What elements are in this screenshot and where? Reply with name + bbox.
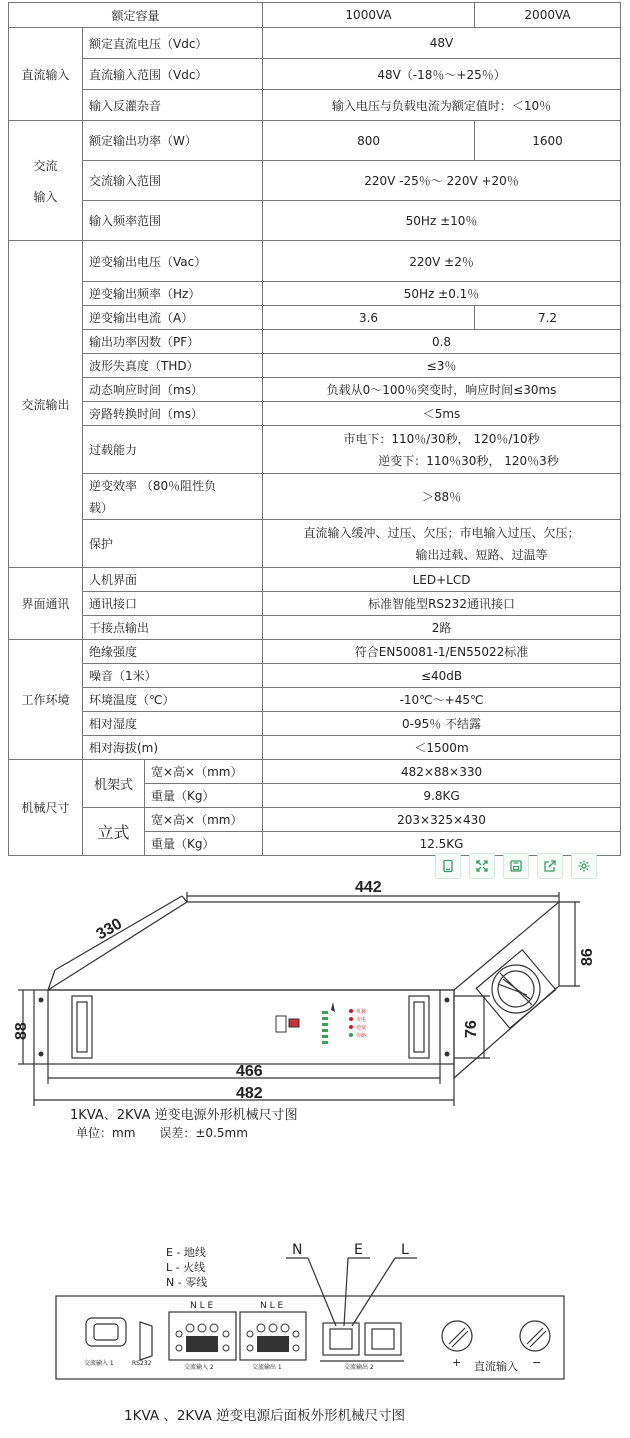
row-value: 220V ±2％: [263, 241, 621, 282]
comm-group: 界面通讯: [9, 568, 83, 640]
label-rs232: RS232: [132, 1360, 152, 1367]
table-row: [9, 664, 621, 688]
dim-height-side: 86: [579, 948, 596, 966]
row-value: 48V: [263, 28, 621, 59]
label-dc-input: 直流输入: [474, 1360, 518, 1373]
row-label: 绝缘强度: [83, 640, 263, 664]
row-label: 过载能力: [83, 426, 263, 474]
terminal-letters: N L E: [190, 1301, 214, 1311]
table-row: [9, 592, 621, 616]
row-value: LED+LCD: [263, 568, 621, 592]
dim-width-top: 442: [355, 879, 382, 896]
callout-n: N: [292, 1242, 303, 1258]
row-value: 48V（-18％～+25％）: [263, 59, 621, 90]
overload-line-2: 逆变下：110％30秒， 120％3秒: [378, 453, 559, 468]
row-value: 7.2: [475, 306, 621, 330]
table-row: [9, 330, 621, 354]
table-row: [9, 640, 621, 664]
iec-inlet: [86, 1318, 126, 1346]
share-icon[interactable]: [537, 853, 563, 879]
left-handle: [72, 996, 92, 1058]
table-row: [9, 201, 621, 241]
table-row: [9, 241, 621, 282]
label-ac-out2: 交流输出 2: [344, 1364, 374, 1371]
table-row: [9, 688, 621, 712]
row-label: 干接点输出: [83, 616, 263, 640]
dim-width-outer: 482: [236, 1085, 263, 1102]
row-value: [263, 426, 621, 474]
right-handle: [409, 996, 429, 1058]
row-value: 50Hz ±0.1％: [263, 282, 621, 306]
row-label: 相对海拔(m): [83, 736, 263, 760]
legend-live: L - 火线: [166, 1261, 206, 1274]
table-row: [9, 378, 621, 402]
group-line: 输入: [33, 189, 58, 204]
label-ac-in2: 交流输入 2: [184, 1364, 214, 1371]
table-row: [9, 306, 621, 330]
callout-l: L: [401, 1242, 409, 1258]
callout-e: E: [354, 1242, 363, 1258]
row-value: 输入电压与负载电流为额定值时：＜10％: [263, 90, 621, 121]
row-label: 宽×高×（mm）: [145, 808, 263, 832]
row-label: 输入反灌杂音: [83, 90, 263, 121]
legend-earth: E - 地线: [166, 1246, 206, 1259]
table-row: [9, 568, 621, 592]
row-label: 通讯接口: [83, 592, 263, 616]
spec-table: [8, 2, 621, 856]
row-value: 标准智能型RS232通讯接口: [263, 592, 621, 616]
table-row: [9, 121, 621, 161]
row-label: 动态响应时间（ms）: [83, 378, 263, 402]
row-label: 噪音（1米）: [83, 664, 263, 688]
label-line: 载）: [89, 500, 114, 515]
table-row: [9, 736, 621, 760]
table-row: [9, 808, 621, 832]
row-label: 额定直流电压（Vdc）: [83, 28, 263, 59]
dim-height-front: 88: [13, 1022, 30, 1040]
row-label: 逆变输出电流（A）: [83, 306, 263, 330]
power-switch: [276, 1016, 299, 1032]
protect-line-1: 直流输入缓冲、过压、欠压；市电输入过压、欠压；: [303, 525, 580, 540]
row-label: 逆变输出频率（Hz）: [83, 282, 263, 306]
row-value: 482×88×330: [263, 760, 621, 784]
front-caption: 1KVA、2KVA 逆变电源外形机械尺寸图: [70, 1108, 298, 1123]
row-label: 人机界面: [83, 568, 263, 592]
label-ac-out1: 交流输出 1: [252, 1364, 282, 1371]
table-row: [9, 354, 621, 378]
label-ac-in1: 交流输入 1: [84, 1360, 114, 1367]
ac-output-socket-2: [365, 1323, 401, 1355]
dim-depth: 330: [93, 915, 126, 944]
rated-capacity-label: 额定容量: [9, 3, 263, 28]
tower-label: 立式: [83, 808, 145, 856]
front-view-drawing: [0, 878, 630, 1118]
mech-group: 机械尺寸: [9, 760, 83, 856]
row-value: -10℃～+45℃: [263, 688, 621, 712]
terminal-letters: N L E: [260, 1301, 284, 1311]
legend-neutral: N - 零线: [166, 1276, 208, 1289]
dim-width-inner: 466: [236, 1063, 263, 1080]
row-label: 额定输出功率（W）: [83, 121, 263, 161]
row-value: 203×325×430: [263, 808, 621, 832]
capacity-1000va: 1000VA: [263, 3, 475, 28]
row-label: 重量（Kg）: [145, 832, 263, 856]
table-row: [9, 28, 621, 59]
table-row: [9, 402, 621, 426]
capacity-2000va: 2000VA: [475, 3, 621, 28]
row-value: ≤3％: [263, 354, 621, 378]
protect-line-2: 输出过载、短路、过温等: [415, 547, 548, 562]
row-value: 220V -25％～ 220V +20％: [263, 161, 621, 201]
row-label: 旁路转换时间（ms）: [83, 402, 263, 426]
row-label: 重量（Kg）: [145, 784, 263, 808]
label-line: 逆变效率 （80％阻性负: [89, 478, 217, 493]
table-row: [9, 712, 621, 736]
row-value: 0-95％ 不结露: [263, 712, 621, 736]
table-row: [9, 282, 621, 306]
cabinet-top-face: [48, 902, 559, 990]
led-bar-indicator: [322, 1011, 328, 1044]
table-row: [9, 760, 621, 784]
row-value: 0.8: [263, 330, 621, 354]
row-value: 50Hz ±10％: [263, 201, 621, 241]
panel-label: 旁路: [356, 1033, 367, 1039]
table-row: [9, 474, 621, 520]
row-value: 12.5KG: [263, 832, 621, 856]
row-label: 直流输入范围（Vdc）: [83, 59, 263, 90]
rear-caption: 1KVA 、2KVA 逆变电源后面板外形机械尺寸图: [124, 1408, 406, 1424]
rack-label: 机架式: [83, 760, 145, 808]
overload-line-1: 市电下：110％/30秒， 120％/10秒: [343, 431, 540, 446]
table-row: [9, 616, 621, 640]
panel-label: 市电: [356, 1017, 367, 1023]
row-label: 相对湿度: [83, 712, 263, 736]
row-value: 800: [263, 121, 475, 161]
row-value: 9.8KG: [263, 784, 621, 808]
rear-panel-drawing: [0, 1238, 630, 1398]
row-label: 输入频率范围: [83, 201, 263, 241]
row-label: 保护: [83, 520, 263, 568]
row-value: ≤40dB: [263, 664, 621, 688]
table-row: [9, 520, 621, 568]
row-label: 波形失真度（THD）: [83, 354, 263, 378]
panel-label: 逆变: [356, 1025, 367, 1031]
cabinet-side-face: [454, 902, 559, 1078]
row-label: [83, 474, 263, 520]
label-plus: +: [452, 1356, 462, 1369]
row-value: ＜1500m: [263, 736, 621, 760]
row-value: 1600: [475, 121, 621, 161]
front-panel: [34, 990, 454, 1064]
group-line: 交流: [33, 158, 58, 173]
row-label: 输出功率因数（PF）: [83, 330, 263, 354]
unit-tolerance-note: 单位：mm 误差：±0.5mm: [76, 1126, 248, 1140]
env-group: 工作环境: [9, 640, 83, 760]
rs232-port: [140, 1322, 152, 1360]
label-minus: −: [532, 1356, 542, 1369]
row-value: 符合EN50081-1/EN55022标准: [263, 640, 621, 664]
row-label: 逆变输出电压（Vac）: [83, 241, 263, 282]
row-value: 3.6: [263, 306, 475, 330]
image-toolbar: [435, 853, 597, 879]
dim-height-inner: 76: [463, 1020, 480, 1038]
row-value: ＞88％: [263, 474, 621, 520]
row-value: 2路: [263, 616, 621, 640]
dc-input-group: 直流输入: [9, 28, 83, 121]
table-row: [9, 426, 621, 474]
row-value: [263, 520, 621, 568]
table-row: [9, 3, 621, 28]
table-row: [9, 90, 621, 121]
row-value: ＜5ms: [263, 402, 621, 426]
settings-gear-icon[interactable]: [571, 853, 597, 879]
expand-icon[interactable]: [469, 853, 495, 879]
row-value: 负载从0～100％突变时，响应时间≤30ms: [263, 378, 621, 402]
panel-label: 负载: [356, 1009, 367, 1015]
copy-icon[interactable]: [435, 853, 461, 879]
row-label: 交流输入范围: [83, 161, 263, 201]
table-row: [9, 161, 621, 201]
ac-output-socket-1: [323, 1323, 359, 1355]
ac-input-group: [9, 121, 83, 241]
ac-output-group: 交流输出: [9, 241, 83, 568]
row-label: 环境温度（℃）: [83, 688, 263, 712]
table-row: [9, 59, 621, 90]
save-icon[interactable]: [503, 853, 529, 879]
row-label: 宽×高×（mm）: [145, 760, 263, 784]
